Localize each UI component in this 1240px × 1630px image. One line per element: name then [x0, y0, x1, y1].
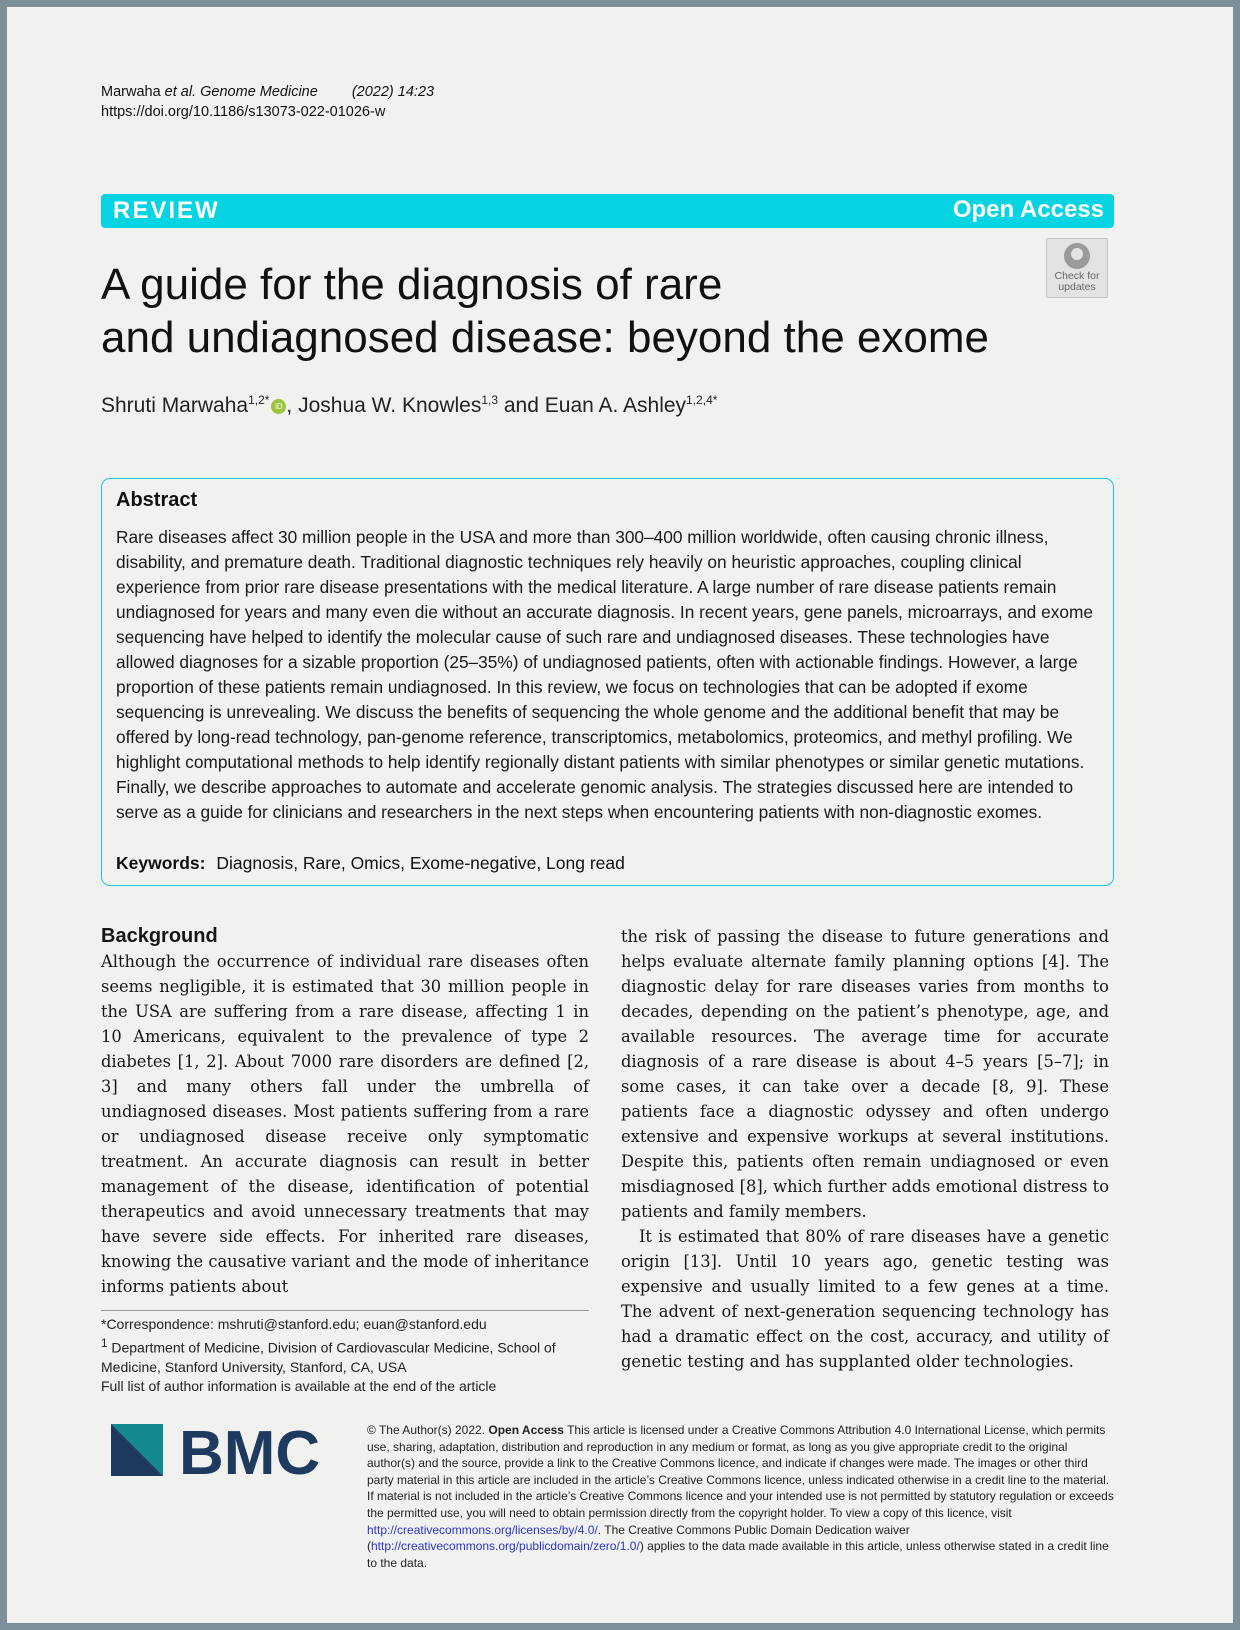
body-paragraph: the risk of passing the disease to future generations and helps evaluate alternate family planning options [4]. The diagnostic delay for rare diseases varies from months to decades, depending on the patient’s phenotype, age, and available resources. The average time for accurate diagnosis of a rare disease is about 4–5 years [5–7]; in some cases, it can take over a decade [8, 9]. These patients face a diagnostic odyssey and often undergo extensive and expensive workups at several institutions. Despite this, patients often remain undiagnosed or even misdiagnosed [8], which further adds emotional distress to patients and family members. [621, 927, 1109, 1221]
author-affiliation-sup: 1,3 [481, 393, 499, 407]
license-text-3: ) applies to the data made available in this article, unless otherwise stated in a credit line to the data. [367, 1539, 1109, 1570]
body-column-left [101, 924, 589, 1299]
orcid-icon[interactable]: iD [271, 399, 286, 414]
body-paragraph: It is estimated that 80% of rare diseases have a genetic origin [13]. Until 10 years ago, genetic testing was expensive and usually limited to a few genes at a time. The advent of next-generation sequencing technology has had a dramatic effect on the cost, accuracy, and utility of genetic testing and has supplanted older technologies. [621, 1227, 1109, 1371]
keywords-line [116, 853, 625, 874]
affiliation-number: 1 [101, 1337, 108, 1350]
title-line-1: A guide for the diagnosis of rare [101, 260, 723, 309]
author-affiliation-sup: 1,2,4* [686, 393, 718, 407]
body-paragraph: Although the occurrence of individual rare diseases often seems negligible, it is estimated that 30 million people in the USA are suffering from a rare disease, affecting 1 in 10 Americans, equivalent to the prevalence of type 2 diabetes [1, 2]. About 7000 rare disorders are defined [2, 3] and many others fall under the umbrella of undiagnosed diseases. Most patients suffering from a rare or undiagnosed disease receive only symptomatic treatment. An accurate diagnosis can result in better management of the disease, identification of potential therapeutics and avoid unnecessary treatments that may have severe side effects. For inherited rare diseases, knowing the causative variant and the mode of inheritance informs patients about [101, 952, 589, 1296]
author-name[interactable]: Joshua W. Knowles [298, 394, 482, 417]
license-link-cc-by[interactable]: http://creativecommons.org/licenses/by/4.0/ [367, 1522, 598, 1537]
body-column-right [621, 924, 1109, 1374]
check-updates-line2: updates [1058, 281, 1096, 293]
running-header [101, 82, 434, 122]
license-statement [367, 1422, 1117, 1571]
article-title [101, 258, 1061, 364]
keywords-list: Diagnosis, Rare, Omics, Exome-negative, Long read [216, 853, 625, 873]
article-type-banner [101, 194, 1114, 228]
title-line-2: and undiagnosed disease: beyond the exome [101, 313, 990, 362]
footnote [101, 1310, 589, 1396]
abstract-text: Rare diseases affect 30 million people in the USA and more than 300–400 million worldwide, often causing chronic illness, disability, and premature death. Traditional diagnostic techniques rely heavily on heuristic approaches, coupling clinical experience from prior rare disease presentations with the medical literature. A large number of rare disease patients remain undiagnosed for years and many even die without an accurate diagnosis. In recent years, gene panels, microarrays, and exome sequencing have helped to identify the molecular cause of such rare and undiagnosed diseases. These technologies have allowed diagnoses for a sizable proportion (25–35%) of undiagnosed patients, often with actionable findings. However, a large proportion of these patients remain undiagnosed. In this review, we focus on technologies that can be adopted if exome sequencing is unrevealing. We discuss the benefits of sequencing the whole genome and the additional benefit that may be offered by long-read technology, pan-genome reference, transcriptomics, metabolomics, proteomics, and methyl profiling. We highlight computational methods to help identify regionally distant patients with similar phenotypes or similar genetic mutations. Finally, we describe approaches to automate and accelerate genomic analysis. The strategies discussed here are intended to serve as a guide for clinicians and researchers in the next steps when encountering patients with non-diagnostic exomes. [116, 527, 1093, 822]
license-open-access: Open Access [488, 1423, 564, 1437]
abstract-heading: Abstract [116, 489, 198, 511]
full-author-info-note: Full list of author information is available at the end of the article [101, 1377, 497, 1394]
section-heading-background: Background [101, 925, 218, 947]
author-list [101, 386, 717, 420]
bmc-logo-text: BMC [179, 1424, 321, 1480]
article-type-label: REVIEW [113, 197, 220, 224]
license-link-cc-zero[interactable]: http://creativecommons.org/publicdomain/zero/1.0/ [371, 1539, 640, 1554]
header-doi[interactable]: https://doi.org/10.1186/s13073-022-01026-w [101, 104, 386, 120]
author-name[interactable]: Euan A. Ashley [544, 394, 687, 417]
license-text-1: This article is licensed under a Creative Commons Attribution 4.0 International License, which permits use, sharing, adaptation, distribution and reproduction in any medium or format, as long as you give appropriate credit to the original author(s) and the source, provide a link to the Creative Commons licence, and indicate if changes were made. The images or other third party material in this article are included in the article’s Creative Commons licence, unless indicated otherwise in a credit line to the material. If material is not included in the article’s Creative Commons licence and your intended use is not permitted by statutory regulation or exceeds the permitted use, you will need to obtain permission directly from the copyright holder. To view a copy of this licence, visit [367, 1423, 1114, 1520]
keywords-label: Keywords: [116, 853, 206, 873]
affiliation-text: Department of Medicine, Division of Cardiovascular Medicine, School of Medicine, Stanford University, Stanford, CA, USA [101, 1339, 556, 1375]
author-affiliation-sup: 1,2* [248, 393, 270, 407]
header-etal: et al. [164, 84, 197, 100]
author-separator: , [286, 394, 299, 417]
author-name[interactable]: Shruti Marwaha [101, 394, 249, 417]
license-copyright: © The Author(s) 2022. [367, 1423, 486, 1437]
bmc-logo-graphic [111, 1424, 333, 1480]
license-text-2: . The Creative Commons Public Domain Dedication waiver ( [367, 1522, 910, 1554]
abstract-box [101, 478, 1114, 886]
header-authors: Marwaha [101, 84, 161, 100]
correspondence-line: *Correspondence: mshruti@stanford.edu; euan@stanford.edu [101, 1316, 487, 1332]
header-journal: Genome Medicine [200, 84, 318, 100]
bmc-logo [111, 1424, 333, 1480]
affiliation-line [101, 1334, 589, 1377]
open-access-label: Open Access [952, 196, 1104, 223]
check-updates-icon [1064, 243, 1090, 269]
header-year-volume: (2022) 14:23 [351, 84, 435, 100]
author-separator: and [498, 394, 545, 417]
check-updates-line1: Check for [1054, 270, 1100, 282]
